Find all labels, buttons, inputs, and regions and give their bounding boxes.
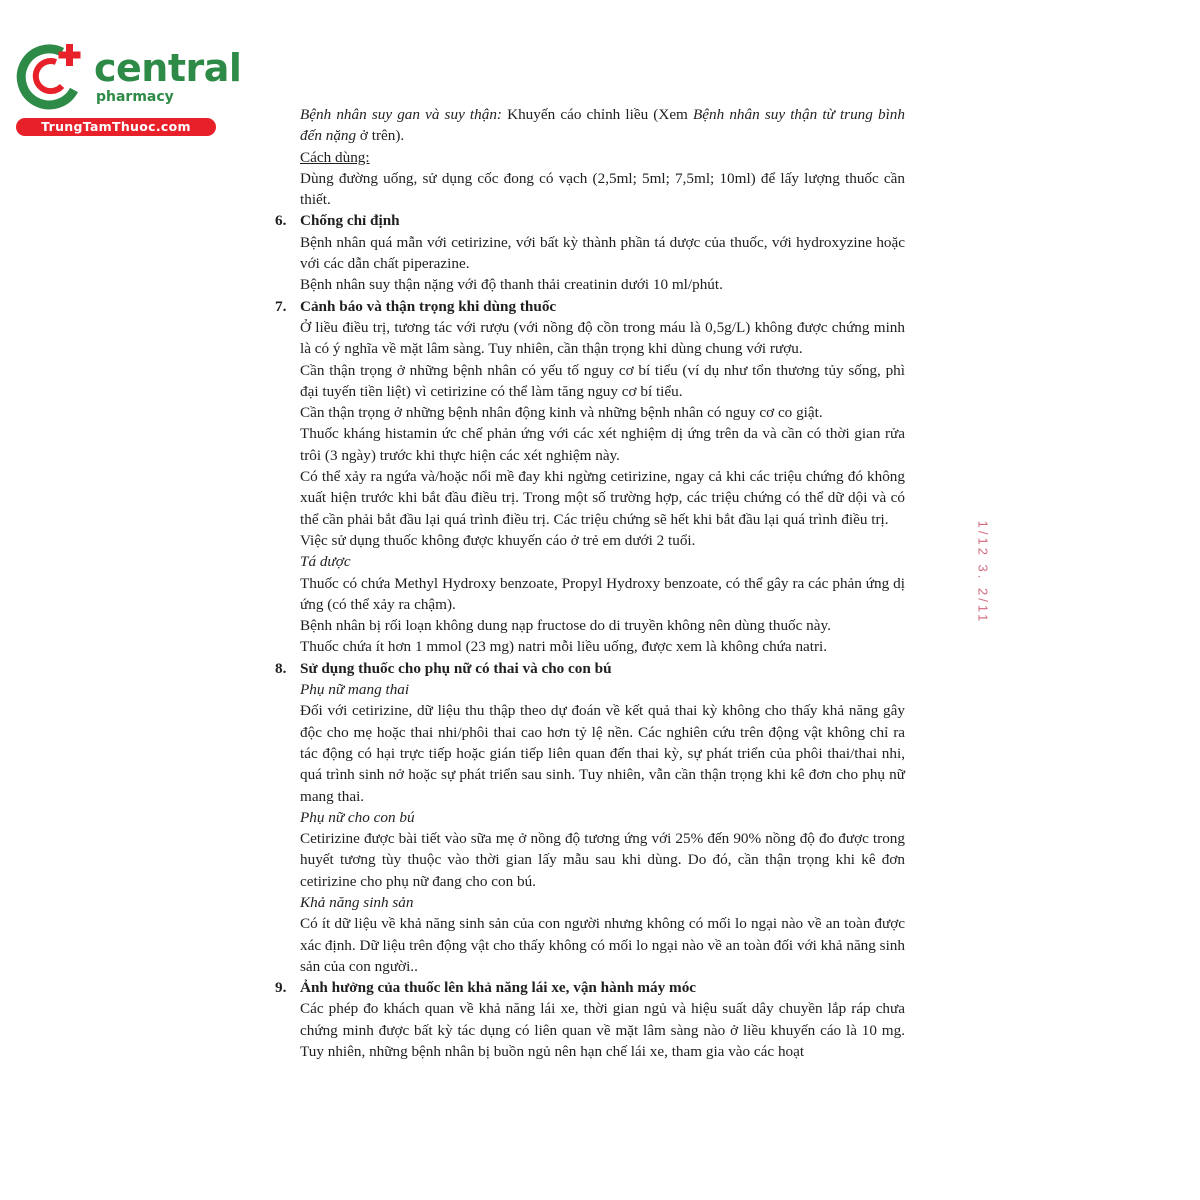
section-title: Chống chỉ định — [300, 212, 400, 230]
paragraph: Cần thận trọng ở những bệnh nhân động kinh và những bệnh nhân có nguy cơ co giật. — [300, 404, 823, 422]
paragraph: Đối với cetirizine, dữ liệu thu thập theo dự đoán về kết quả thai kỳ không cho thấy khả năng gây độc cho mẹ hoặc thai nhi/phôi thai cao hơn tỷ lệ nền. Các nghiên cứu trên động vật không chỉ ra tác động có hại trực tiếp hoặc gián tiếp liên quan đến thai kỳ, sự phát triển của phôi thai/thai nhi, quá trình sinh nở hoặc sự phát triển sau sinh. Tuy nhiên, vẫn cần thận trọng khi kê đơn cho phụ nữ mang thai. — [300, 702, 905, 805]
section-number: 8. — [275, 659, 287, 677]
date-stamp — [968, 510, 998, 650]
paragraph: Cần thận trọng ở những bệnh nhân có yếu tố nguy cơ bí tiểu (ví dụ như tổn thương tủy sống, phì đại tuyến tiền liệt) vì cetirizine có thể làm tăng nguy cơ bí tiểu. — [300, 361, 905, 400]
paragraph: Có thể xảy ra ngứa và/hoặc nổi mề đay khi ngừng cetirizine, ngay cả khi các triệu chứng đó không xuất hiện trước khi bắt đầu điều trị. Trong một số trường hợp, các triệu chứng có thể dữ dội và có thể cần phải bắt đầu lại quá trình điều trị. Các triệu chứng sẽ hết khi bắt đầu lại quá trình điều trị. — [300, 468, 905, 528]
section-title: Cảnh báo và thận trọng khi dùng thuốc — [300, 297, 557, 315]
section-title: Sử dụng thuốc cho phụ nữ có thai và cho con bú — [300, 659, 612, 677]
intro-italic-label: Bệnh nhân suy gan và suy thận: — [300, 106, 502, 123]
paragraph: Có ít dữ liệu về khả năng sinh sản của con người nhưng không có mối lo ngại nào về an toàn được xác định. Dữ liệu trên động vật cho thấy không có mối lo ngại nào về an toàn đối với khả năng sinh sản của con người.. — [300, 915, 905, 975]
subheading-pregnancy: Phụ nữ mang thai — [300, 681, 410, 699]
paragraph: Ở liều điều trị, tương tác với rượu (với nồng độ cồn trong máu là 0,5g/L) không được chứng minh là có ý nghĩa về mặt lâm sàng. Tuy nhiên, cần thận trọng khi dùng chung với rượu. — [300, 318, 905, 358]
paragraph: Cetirizine được bài tiết vào sữa mẹ ở nồng độ tương ứng với 25% đến 90% nồng độ đo được trong huyết tương tùy thuộc vào thời gian lấy mẫu sau khi dùng. Do đó, cần thận trọng khi kê đơn cetirizine cho phụ nữ đang cho con bú. — [300, 830, 905, 890]
brand-name: central — [94, 46, 242, 90]
section-heading-6 — [275, 210, 905, 231]
section-title: Ảnh hưởng của thuốc lên khả năng lái xe, vận hành máy móc — [300, 979, 697, 997]
site-url-badge: TrungTamThuoc.com — [16, 118, 216, 136]
usage-text: Dùng đường uống, sử dụng cốc đong có vạch (2,5ml; 5ml; 7,5ml; 10ml) để lấy lượng thuốc cần thiết. — [300, 169, 905, 209]
brand-subtitle: pharmacy — [96, 89, 174, 105]
usage-label-text: Cách dùng: — [300, 148, 370, 166]
paragraph: Thuốc kháng histamin ức chế phản ứng với các xét nghiệm dị ứng trên da và cần có thời gian rửa trôi (3 ngày) trước khi thực hiện các xét nghiệm này. — [300, 425, 905, 464]
subheading-fertility: Khả năng sinh sản — [300, 893, 414, 911]
intro-italic-ref: Bệnh nhân suy thận từ trung bình đến nặng — [300, 106, 905, 145]
paragraph: Các phép đo khách quan về khả năng lái xe, thời gian ngủ và hiệu suất dây chuyền lắp ráp chưa chứng minh được bất kỳ tác dụng có liên quan về mặt lâm sàng nào ở liều khuyến cáo là 10 mg. Tuy nhiên, những bệnh nhân bị buồn ngủ nên hạn chế lái xe, tham gia vào các hoạt — [300, 1000, 905, 1061]
section-number: 7. — [275, 297, 287, 315]
pharmacy-cross-logo-icon — [16, 40, 88, 112]
intro-text: Khuyến cáo chỉnh liều (Xem — [502, 106, 693, 123]
section-heading-8 — [275, 658, 905, 679]
stamp-text: 1/12 3. 2/11 — [975, 520, 991, 625]
paragraph: Thuốc có chứa Methyl Hydroxy benzoate, Propyl Hydroxy benzoate, có thể gây ra các phản ứng dị ứng (có thể xảy ra chậm). — [300, 574, 905, 613]
document-body — [275, 104, 905, 1062]
subheading-excipients: Tá dược — [300, 553, 351, 571]
paragraph: Thuốc chứa ít hơn 1 mmol (23 mg) natri mỗi liều uống, được xem là không chứa natri. — [300, 638, 828, 656]
usage-label — [300, 147, 905, 168]
section-number: 9. — [275, 979, 287, 997]
paragraph: Bệnh nhân quá mẫn với cetirizine, với bất kỳ thành phần tá dược của thuốc, với hydroxyzine hoặc với các dẫn chất piperazine. — [300, 233, 905, 273]
section-number: 6. — [275, 212, 287, 230]
section-heading-9 — [275, 977, 905, 998]
section-heading-7 — [275, 296, 905, 317]
paragraph: Bệnh nhân suy thận nặng với độ thanh thải creatinin dưới 10 ml/phút. — [300, 276, 723, 294]
paragraph: Bệnh nhân bị rối loạn không dung nạp fructose do di truyền không nên dùng thuốc này. — [300, 617, 831, 635]
central-pharmacy-logo — [8, 38, 242, 138]
subheading-lactation: Phụ nữ cho con bú — [300, 808, 415, 826]
intro-paragraph — [300, 104, 905, 147]
paragraph: Việc sử dụng thuốc không được khuyến cáo ở trẻ em dưới 2 tuổi. — [300, 531, 696, 549]
intro-tail: ở trên). — [356, 127, 405, 145]
